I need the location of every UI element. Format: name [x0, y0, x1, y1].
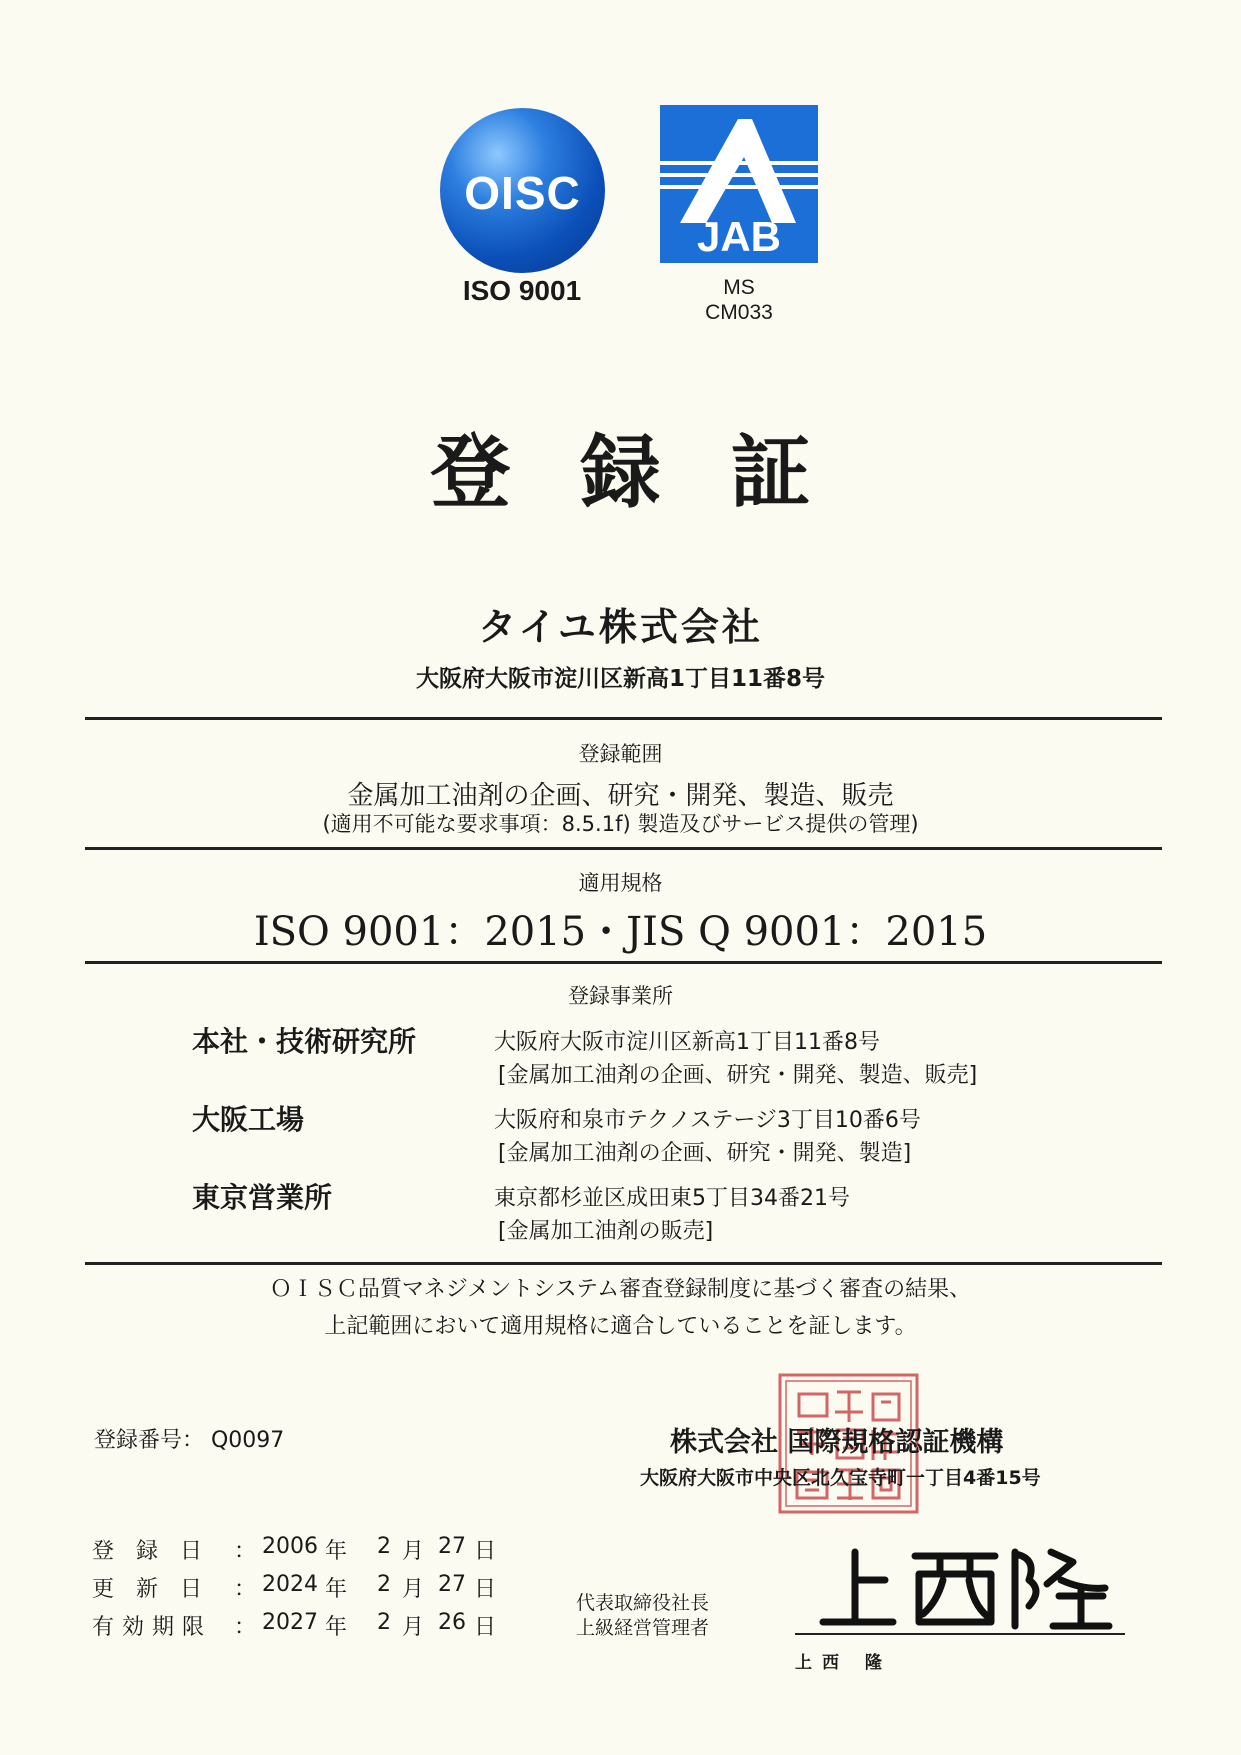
site-name: 東京営業所 — [192, 1181, 333, 1214]
signature-line — [795, 1633, 1125, 1635]
representative-title: 上級経営管理者 — [576, 1617, 710, 1639]
date-label: 登 録 日 — [92, 1539, 203, 1564]
registration-number: 登録番号： Q0097 — [94, 1428, 285, 1453]
standard-value: ISO 9001：2015・JIS Q 9001：2015 — [253, 909, 988, 955]
signature — [815, 1540, 1125, 1632]
site-address: 大阪府大阪市淀川区新高1丁目11番8号 — [494, 1030, 880, 1055]
date-year-unit: 年 — [325, 1615, 348, 1640]
site-scope: [金属加工油剤の企画、研究・開発、製造、販売] — [498, 1063, 978, 1088]
date-month-unit: 月 — [402, 1539, 425, 1564]
date-day-unit: 日 — [474, 1577, 497, 1602]
site-name: 本社・技術研究所 — [192, 1025, 417, 1058]
date-day-unit: 日 — [474, 1615, 497, 1640]
standard-label: 適用規格 — [578, 871, 663, 895]
representative-title: 代表取締役社長 — [576, 1592, 710, 1614]
divider — [85, 1262, 1162, 1265]
date-month-unit: 月 — [402, 1615, 425, 1640]
scope-text: 金属加工油剤の企画、研究・開発、製造、販売 — [347, 781, 894, 811]
date-year: 2006 — [262, 1534, 318, 1559]
representative-name: 上西 隆 — [795, 1653, 892, 1673]
date-day-unit: 日 — [474, 1539, 497, 1564]
jab-accreditation-caption — [655, 275, 823, 325]
date-month: 2 — [377, 1572, 391, 1597]
company-address: 大阪府大阪市淀川区新高1丁目11番8号 — [415, 666, 825, 692]
date-day: 27 — [438, 1534, 466, 1559]
date-year-unit: 年 — [325, 1577, 348, 1602]
issuer-name: 株式会社 国際規格認証機構 — [670, 1427, 1004, 1458]
oisc-logo-text: OISC — [464, 167, 581, 219]
oisc-logo — [440, 108, 605, 273]
date-month: 2 — [377, 1610, 391, 1635]
scope-label: 登録範囲 — [578, 742, 663, 766]
scope-exclusion-note: (適用不可能な要求事項：8.5.1f) 製造及びサービス提供の管理) — [322, 812, 919, 836]
certificate-title: 登録証 — [430, 426, 881, 519]
date-separator: ： — [234, 1577, 257, 1602]
statement-line: 上記範囲において適用規格に適合していることを証します。 — [324, 1314, 917, 1339]
site-scope: [金属加工油剤の販売] — [498, 1219, 714, 1244]
date-year: 2024 — [262, 1572, 318, 1597]
divider — [85, 717, 1162, 720]
sites-label: 登録事業所 — [568, 984, 673, 1008]
jab-ms-label: MS — [723, 276, 755, 299]
date-label: 有効期限 — [92, 1615, 213, 1640]
date-label: 更 新 日 — [92, 1577, 203, 1602]
date-year: 2027 — [262, 1610, 318, 1635]
jab-logo — [660, 105, 818, 263]
date-separator: ： — [234, 1615, 257, 1640]
handwritten-signature-icon — [815, 1540, 1125, 1632]
date-day: 26 — [438, 1610, 466, 1635]
statement-line: ＯＩＳＣ品質マネジメントシステム審査登録制度に基づく審査の結果、 — [269, 1277, 972, 1302]
date-day: 27 — [438, 1572, 466, 1597]
date-year-unit: 年 — [325, 1539, 348, 1564]
divider — [85, 961, 1162, 964]
date-separator: ： — [234, 1539, 257, 1564]
site-scope: [金属加工油剤の企画、研究・開発、製造] — [498, 1141, 912, 1166]
oisc-iso-caption: ISO 9001 — [462, 275, 582, 306]
site-address: 大阪府和泉市テクノステージ3丁目10番6号 — [494, 1108, 921, 1133]
divider — [85, 847, 1162, 850]
date-month-unit: 月 — [402, 1577, 425, 1602]
date-month: 2 — [377, 1534, 391, 1559]
site-name: 大阪工場 — [192, 1103, 305, 1136]
site-address: 東京都杉並区成田東5丁目34番21号 — [494, 1186, 850, 1211]
jab-logo-text: JAB — [696, 213, 782, 260]
jab-mark-icon — [660, 105, 818, 263]
company-name: タイユ株式会社 — [478, 605, 763, 649]
jab-accreditation-number: CM033 — [705, 301, 773, 324]
issuer-address: 大阪府大阪市中央区北久宝寺町一丁目4番15号 — [640, 1467, 1041, 1489]
